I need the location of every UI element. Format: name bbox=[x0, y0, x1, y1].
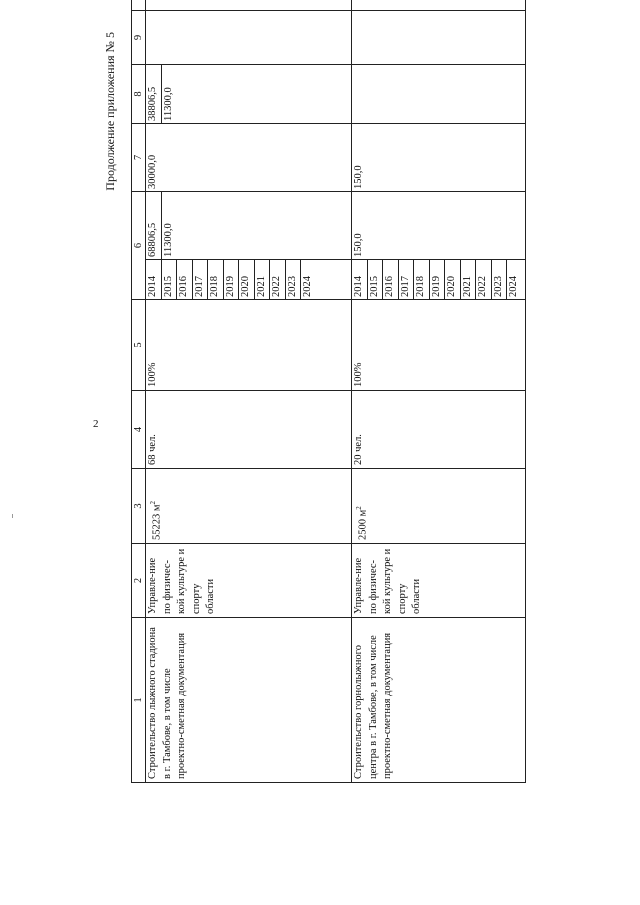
col9-values bbox=[146, 11, 352, 65]
col-num-5: 5 bbox=[132, 300, 146, 391]
years-list: 2014 2015 2016 2017 2018 2019 2020 2021 2022 2023 2024 bbox=[146, 260, 352, 300]
col8-values: 38806,5 11300,0 bbox=[146, 65, 352, 124]
col-num-6: 6 bbox=[132, 192, 146, 300]
col8-values bbox=[352, 65, 526, 124]
persons: 68 чел. bbox=[146, 391, 352, 469]
scan-speck bbox=[12, 514, 13, 518]
readiness: 100% bbox=[352, 300, 526, 391]
col-num-4: 4 bbox=[132, 391, 146, 469]
col-num-3: 3 bbox=[132, 469, 146, 544]
readiness: 100% bbox=[146, 300, 352, 391]
col6-values: 68806,5 11300,0 bbox=[146, 192, 352, 260]
table-row bbox=[352, 0, 526, 783]
appendix-table bbox=[131, 0, 526, 783]
col-num-9: 9 bbox=[132, 11, 146, 65]
capacity: 55223 $м^2$ bbox=[146, 469, 352, 544]
col-num-2: 2 bbox=[132, 544, 146, 618]
col10-values bbox=[146, 0, 352, 11]
object-name: Строительство горнолыжного центра в г. Тамбове, в том числе проектно-сметная документация bbox=[352, 618, 526, 783]
persons: 20 чел. bbox=[352, 391, 526, 469]
col6-values: 150,0 bbox=[352, 192, 526, 260]
col10-values bbox=[352, 0, 526, 11]
capacity: 2500 $м^2$ bbox=[352, 469, 526, 544]
col-num-8: 8 bbox=[132, 65, 146, 124]
col-num-10 bbox=[132, 0, 146, 11]
col9-values bbox=[352, 11, 526, 65]
col7-values: 150,0 bbox=[352, 124, 526, 192]
column-numbers-row bbox=[132, 0, 146, 783]
appendix-heading: Продолжение приложения № 5 bbox=[103, 32, 117, 191]
executor: Управле-ние по физичес-кой культуре и спорту области bbox=[146, 544, 352, 618]
col7-values: 30000,0 bbox=[146, 124, 352, 192]
col-num-7: 7 bbox=[132, 124, 146, 192]
col-num-1: 1 bbox=[132, 618, 146, 783]
page-number: 2 bbox=[93, 418, 99, 430]
rotated-table-sheet bbox=[103, 32, 549, 783]
executor: Управле-ние по физичес-кой культуре и спорту области bbox=[352, 544, 526, 618]
table-row bbox=[146, 0, 352, 783]
years-list: 2014 2015 2016 2017 2018 2019 2020 2021 2022 2023 2024 bbox=[352, 260, 526, 300]
object-name: Строительство лыжного стадиона в г. Тамбове, в том числе проектно-сметная документация bbox=[146, 618, 352, 783]
